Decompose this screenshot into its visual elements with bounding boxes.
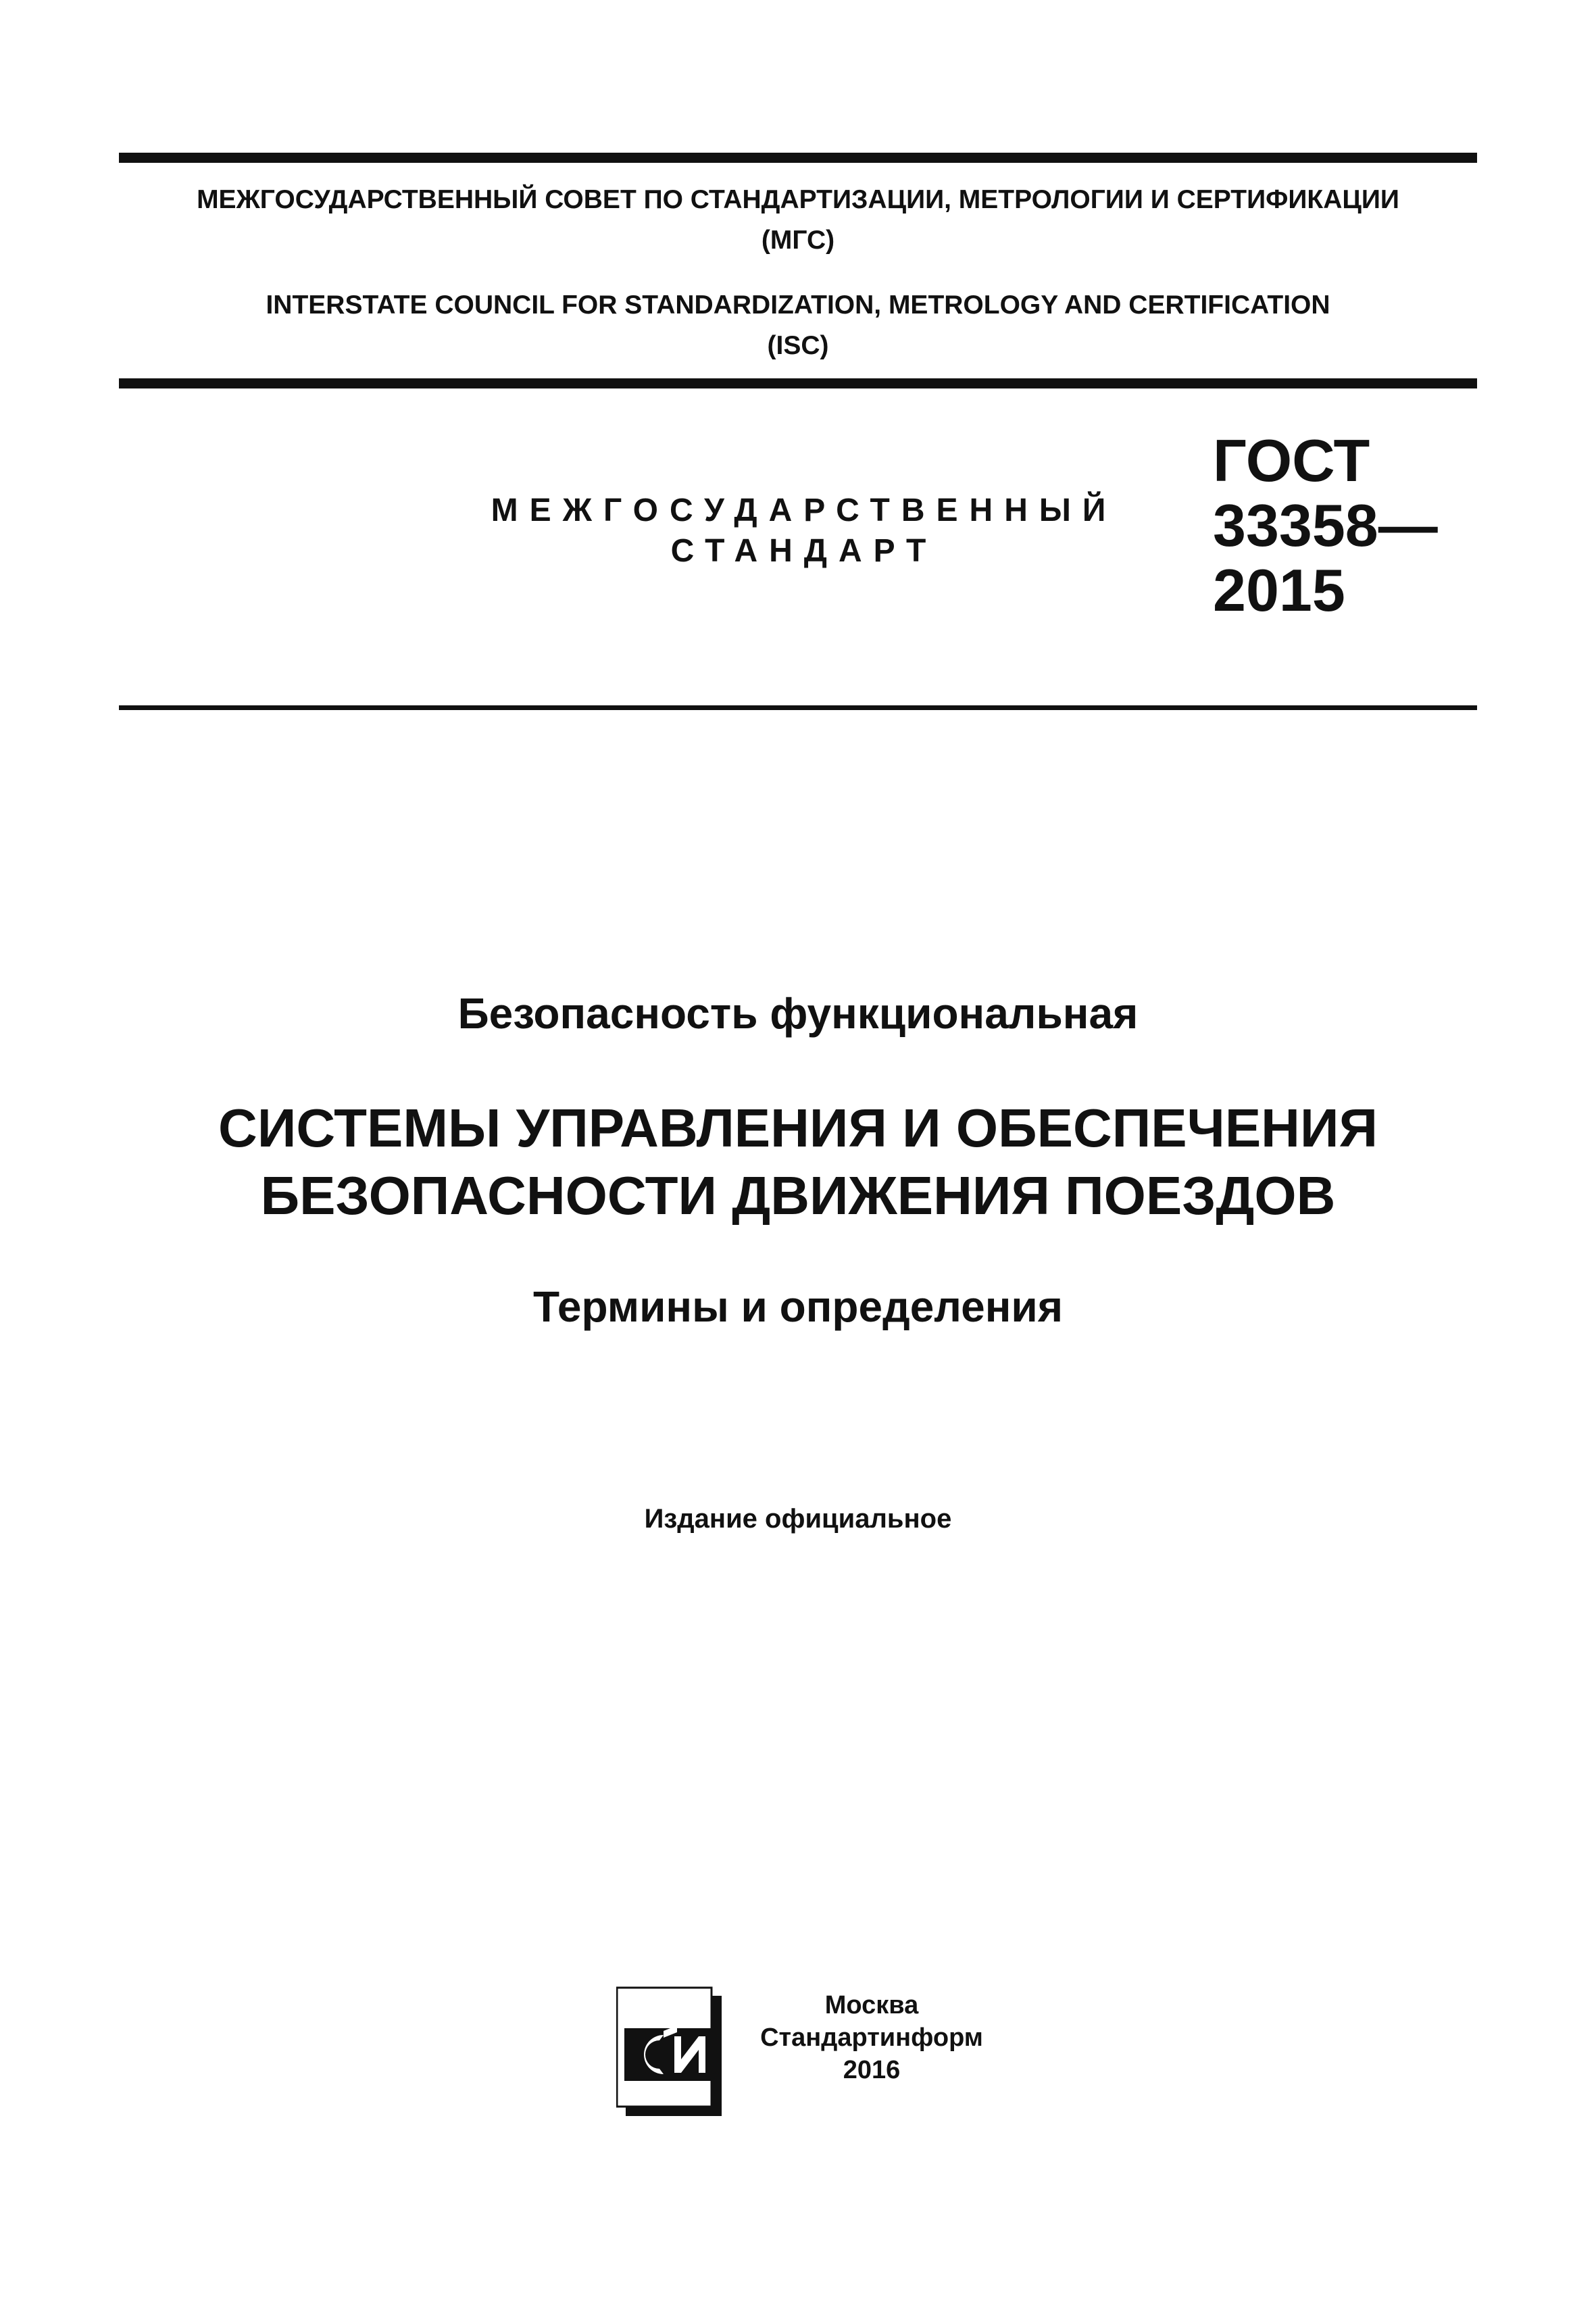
document-title <box>119 1095 1477 1230</box>
publisher-name: Стандартинформ <box>760 2023 983 2052</box>
edition-label: Издание официальное <box>644 1504 952 1534</box>
standard-kind-line1: МЕЖГОСУДАРСТВЕННЫЙ <box>491 493 1118 528</box>
designation-rule <box>119 705 1477 710</box>
document-title-line1: СИСТЕМЫ УПРАВЛЕНИЯ И ОБЕСПЕЧЕНИЯ <box>218 1098 1378 1158</box>
council-header-ru <box>119 180 1477 261</box>
standard-kind-line2: СТАНДАРТ <box>670 533 938 569</box>
council-name-en: INTERSTATE COUNCIL FOR STANDARDIZATION, METROLOGY AND CERTIFICATION <box>266 291 1330 320</box>
standard-kind <box>473 491 1135 572</box>
gost-number: 33358— <box>1213 492 1438 559</box>
header-rule <box>119 378 1477 388</box>
council-abbr-ru: (МГС) <box>761 226 835 255</box>
council-name-ru: МЕЖГОСУДАРСТВЕННЫЙ СОВЕТ ПО СТАНДАРТИЗАЦИИ, МЕТРОЛОГИИ И СЕРТИФИКАЦИИ <box>197 185 1399 214</box>
document-title-line2: БЕЗОПАСНОСТИ ДВИЖЕНИЯ ПОЕЗДОВ <box>260 1165 1336 1226</box>
top-rule <box>119 153 1477 163</box>
gost-year: 2015 <box>1213 557 1345 624</box>
council-abbr-en: (ISC) <box>767 331 829 360</box>
gost-designation <box>1213 428 1497 623</box>
publisher-city: Москва <box>824 1991 919 2019</box>
gost-label: ГОСТ <box>1213 427 1370 494</box>
council-header-en <box>119 285 1477 366</box>
standartinform-logo-icon <box>616 1986 726 2117</box>
publisher-imprint <box>716 1989 1027 2086</box>
document-subject: Безопасность функциональная <box>457 989 1139 1038</box>
document-subtitle: Термины и определения <box>532 1282 1064 1331</box>
publication-year: 2016 <box>843 2056 901 2084</box>
